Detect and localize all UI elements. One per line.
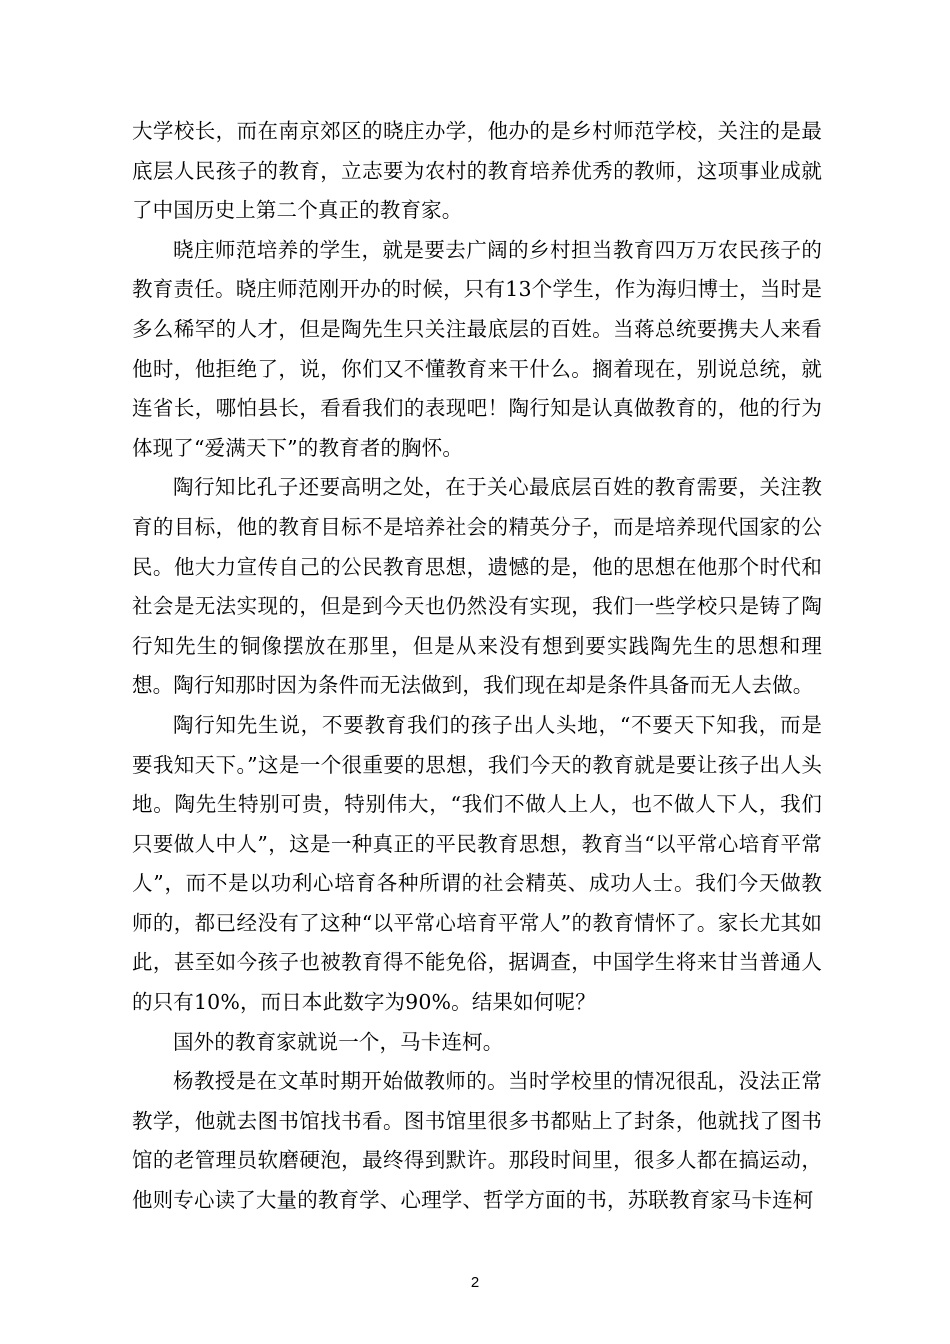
paragraph-tao-vs-confucius: 陶行知比孔子还要高明之处，在于关心最底层百姓的教育需要，关注教育的目标，他的教育目标不是培养社会的精英分子，而是培养现代国家的公民。他大力宣传自己的公民教育思想，遗憾的是，他的思想在他那个时代和社会是无法实现的，但是到今天也仍然没有实现，我们一些学校只是铸了陶行知先生的铜像摆放在那里，但是从来没有想到要实践陶先生的思想和理想。陶行知那时因为条件而无法做到，我们现在却是条件具备而无人去做。 bbox=[132, 475, 822, 698]
paragraph-continuation: 大学校长，而在南京郊区的晓庄办学，他办的是乡村师范学校，关注的是最底层人民孩子的教育，立志要为农村的教育培养优秀的教师，这项事业成就了中国历史上第二个真正的教育家。 bbox=[132, 119, 822, 223]
paragraph-tao-quote: 陶行知先生说，不要教育我们的孩子出人头地，“不要天下知我，而是要我知天下。”这是一个很重要的思想，我们今天的教育就是要让孩子出人头地。陶先生特别可贵，特别伟大，“我们不做人上人，也不做人下人，我们只要做人中人”，这是一种真正的平民教育思想，教育当“以平常心培育平常人”，而不是以功利心培育各种所谓的社会精英、成功人士。我们今天做教师的，都已经没有了这种“以平常心培育平常人”的教育情怀了。家长尤其如此，甚至如今孩子也被教育得不能免俗，据调查，中国学生将来甘当普通人的只有10%，而日本此数字为90%。结果如何呢？ bbox=[132, 712, 822, 1015]
body-text bbox=[132, 112, 822, 1221]
paragraph-makarenko-intro: 国外的教育家就说一个，马卡连柯。 bbox=[173, 1029, 504, 1054]
page-number: 2 bbox=[470, 1274, 480, 1291]
paragraph-xiaozhuang-normal: 晓庄师范培养的学生，就是要去广阔的乡村担当教育四万万农民孩子的教育责任。晓庄师范刚开办的时候，只有13个学生，作为海归博士，当时是多么稀罕的人才，但是陶先生只关注最底层的百姓。当蒋总统要携夫人来看他时，他拒绝了，说，你们又不懂教育来干什么。搁着现在，别说总统，就连省长，哪怕县长，看看我们的表现吧！陶行知是认真做教育的，他的行为体现了“爱满天下”的教育者的胸怀。 bbox=[132, 237, 822, 460]
paragraph-professor-yang: 杨教授是在文革时期开始做教师的。当时学校里的情况很乱，没法正常教学，他就去图书馆找书看。图书馆里很多书都贴上了封条，他就找了图书馆的老管理员软磨硬泡，最终得到默许。那段时间里，很多人都在搞运动，他则专心读了大量的教育学、心理学、哲学方面的书，苏联教育家马卡连柯 bbox=[132, 1069, 822, 1213]
